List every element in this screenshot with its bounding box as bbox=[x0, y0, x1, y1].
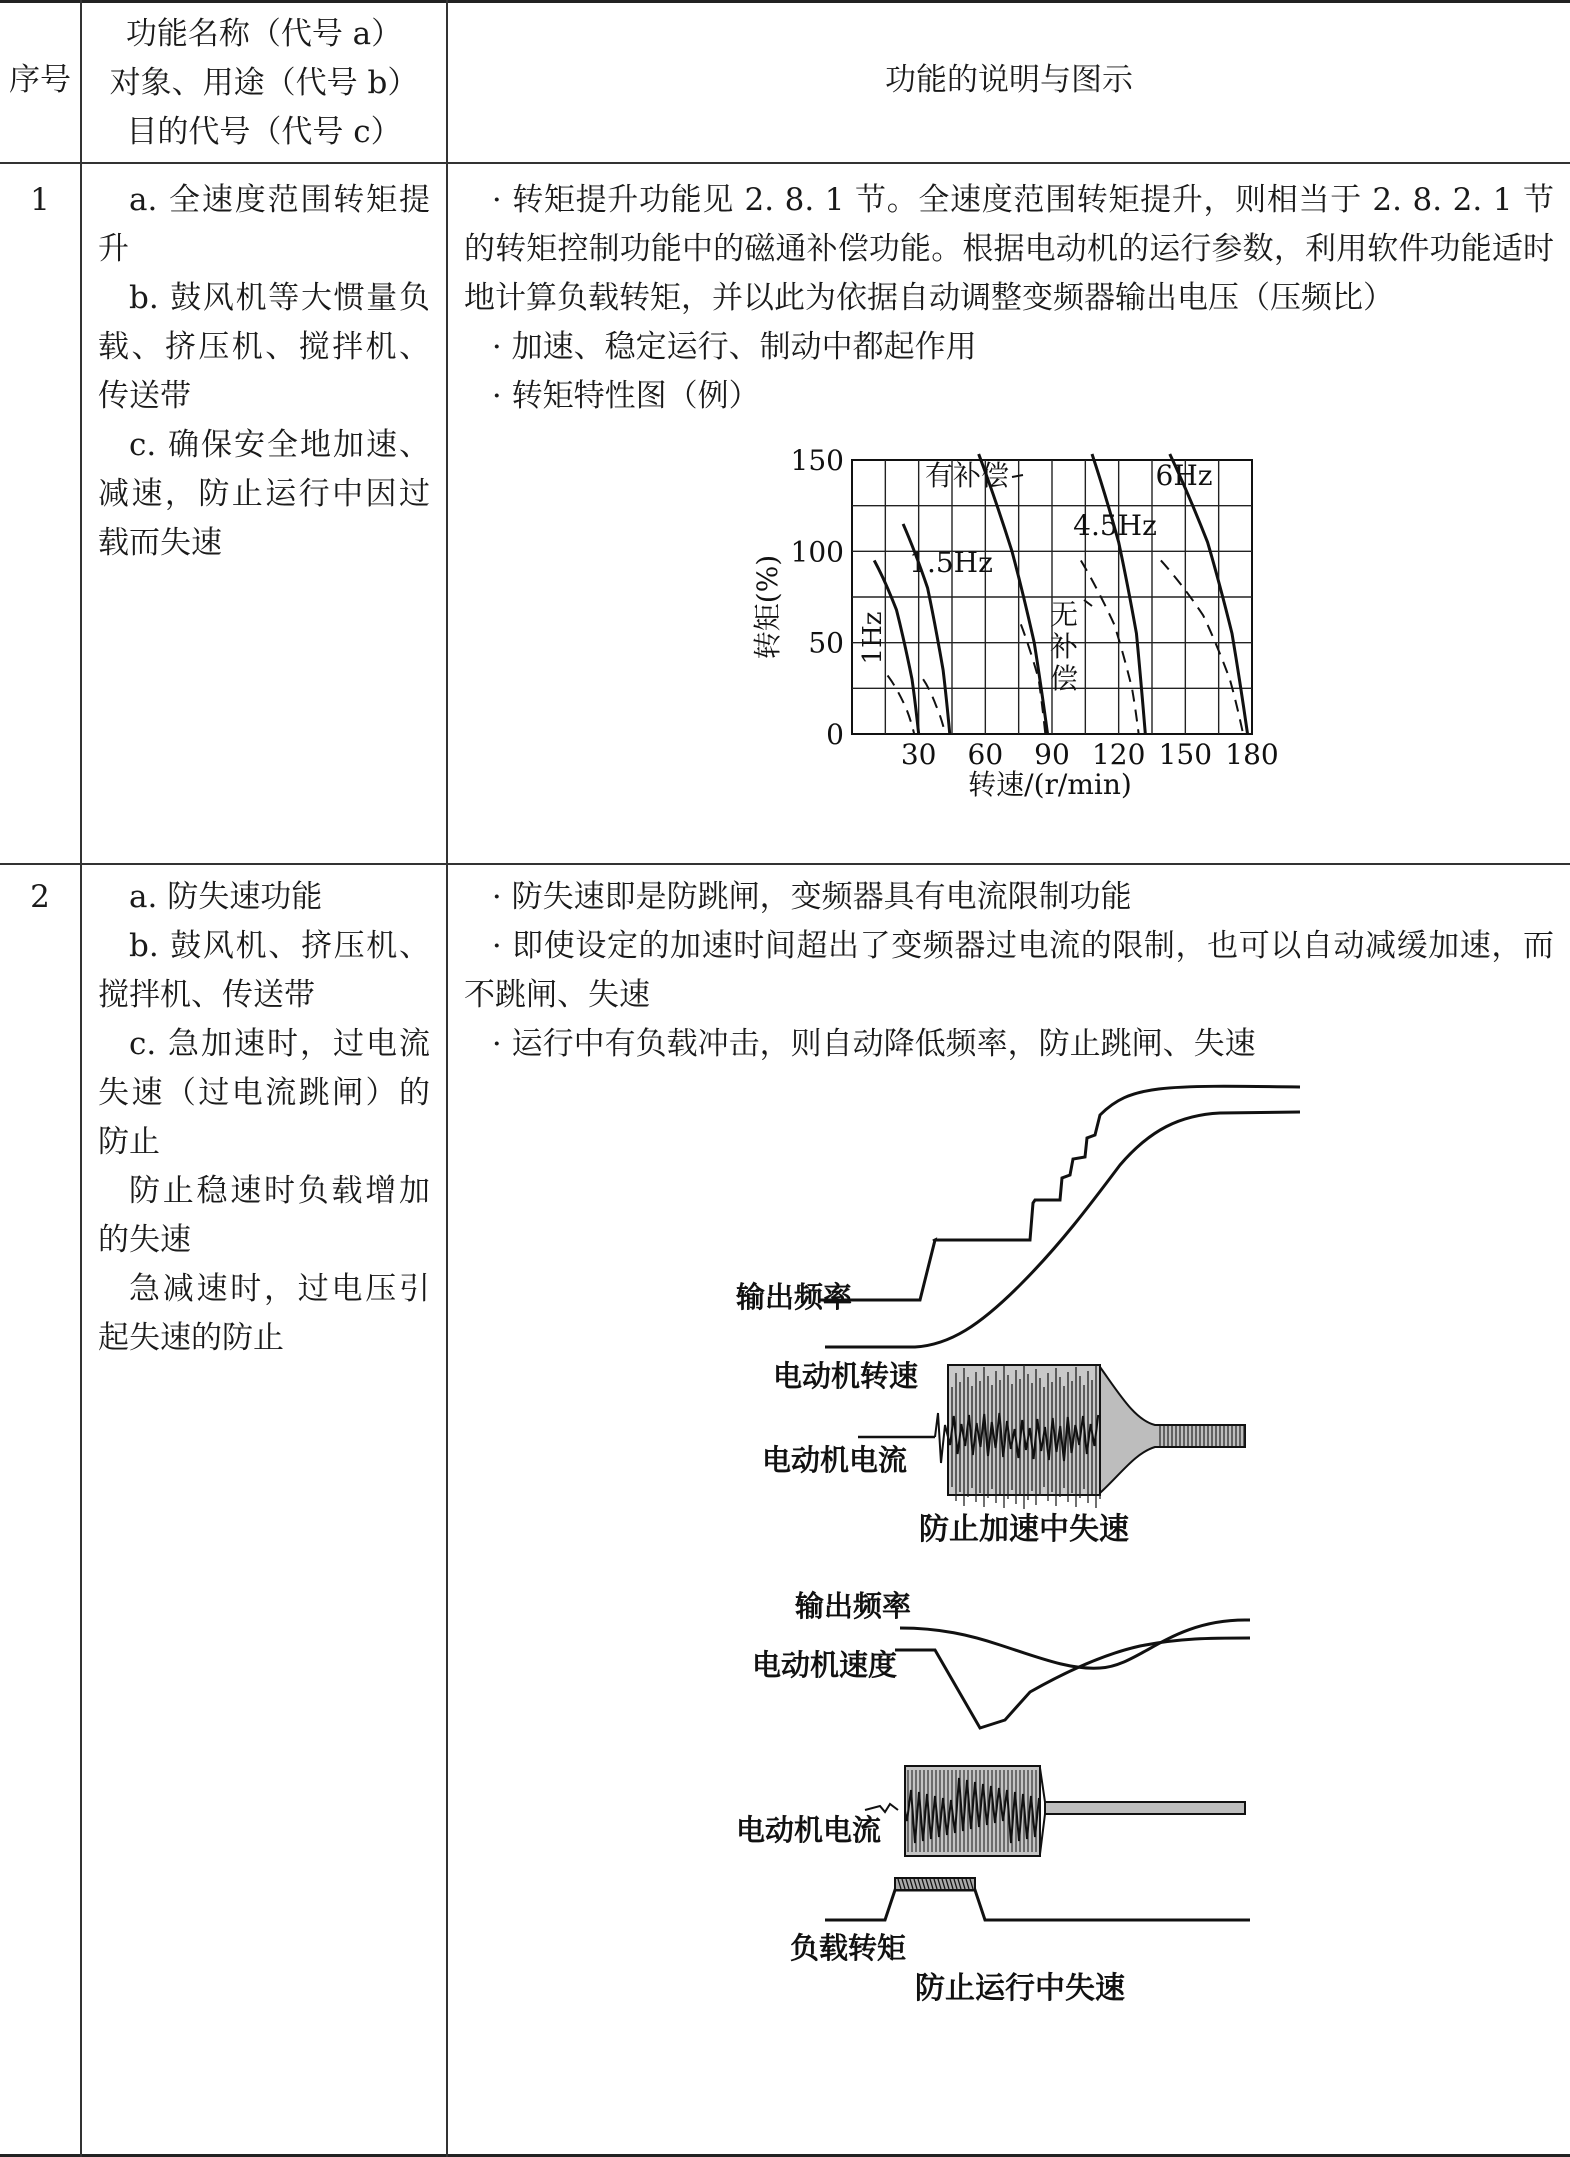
fig1-label-motor-speed: 电动机转速 bbox=[773, 1359, 919, 1393]
row1-function-item: a. 全速度范围转矩提升 bbox=[98, 182, 430, 267]
table-top-border bbox=[0, 0, 1570, 3]
motor-speed-curve bbox=[895, 1638, 1250, 1728]
chart-series-line bbox=[1161, 560, 1243, 734]
row2-function-item: b. 鼓风机、挤压机、搅拌机、传送带 bbox=[98, 928, 430, 1013]
column-divider-1 bbox=[80, 0, 82, 2157]
load-torque-curve bbox=[825, 1890, 1250, 1920]
fig2-label-output-frequency: 输出频率 bbox=[795, 1589, 912, 1623]
running-stall-figure bbox=[736, 1580, 1300, 2020]
header-function-name bbox=[82, 10, 446, 157]
motor-current-steady-band bbox=[1045, 1802, 1245, 1814]
chart-ytick-label: 0 bbox=[826, 718, 844, 751]
chart-annotation-4-5hz: 4.5Hz bbox=[1073, 509, 1157, 542]
chart-xtick-label: 90 bbox=[1034, 738, 1070, 771]
fig2-caption: 防止运行中失速 bbox=[915, 1971, 1125, 2006]
motor-current-start-spike bbox=[935, 1413, 948, 1463]
header-bottom-border bbox=[0, 162, 1570, 164]
row1-function-item: c. 确保安全地加速、减速，防止运行中因过载而失速 bbox=[98, 427, 430, 561]
row1-function-cell bbox=[98, 176, 430, 568]
row2-description-item: · 防失速即是防跳闸，变频器具有电流限制功能 bbox=[491, 879, 1132, 915]
fig1-label-output-frequency: 输出频率 bbox=[736, 1280, 853, 1314]
row1-description-item: · 加速、稳定运行、制动中都起作用 bbox=[491, 329, 977, 365]
chart-annotation-1-5hz: 1.5Hz bbox=[909, 546, 993, 579]
header-description: 功能的说明与图示 bbox=[885, 62, 1133, 98]
chart-series-line bbox=[1081, 560, 1139, 734]
motor-current-left bbox=[865, 1804, 898, 1812]
chart-xtick-label: 120 bbox=[1091, 738, 1146, 771]
chart-ytick-label: 150 bbox=[790, 444, 844, 477]
row2-function-item: a. 防失速功能 bbox=[129, 879, 323, 915]
fig2-label-motor-current: 电动机电流 bbox=[736, 1813, 882, 1847]
chart-series-line bbox=[1170, 454, 1248, 734]
torque-characteristic-chart bbox=[740, 432, 1279, 812]
row2-description-item: · 运行中有负载冲击，则自动降低频率，防止跳闸、失速 bbox=[491, 1026, 1256, 1062]
row1-number: 1 bbox=[30, 182, 50, 218]
chart-xtick-label: 180 bbox=[1225, 738, 1279, 771]
chart-annotation-1hz: 1Hz bbox=[858, 611, 888, 665]
output-frequency-curve bbox=[820, 1086, 1300, 1300]
row2-function-item: c. 急加速时，过电流失速（过电流跳闸）的防止 bbox=[98, 1026, 430, 1160]
chart-xtick-label: 150 bbox=[1158, 738, 1213, 771]
header-serial-number: 序号 bbox=[9, 62, 71, 98]
chart-annotation-leader bbox=[1012, 475, 1023, 477]
row2-function-item: 急减速时，过电压引起失速的防止 bbox=[98, 1271, 430, 1356]
header-function-name-line: 功能名称（代号 a） bbox=[125, 16, 403, 52]
chart-ticks bbox=[791, 444, 1279, 771]
fig2-label-load-torque: 负载转矩 bbox=[790, 1931, 907, 1965]
row2-description-cell bbox=[464, 873, 1554, 1069]
chart-xlabel: 转速/(r/min) bbox=[968, 768, 1132, 801]
row1-function-item: b. 鼓风机等大惯量负载、挤压机、搅拌机、传送带 bbox=[98, 280, 430, 414]
chart-series-line bbox=[923, 679, 945, 734]
column-divider-2 bbox=[446, 0, 448, 2157]
row1-bottom-border bbox=[0, 863, 1570, 865]
row2-number: 2 bbox=[30, 879, 50, 915]
chart-annotation-uncompensated: 无补偿 bbox=[1049, 598, 1079, 695]
row1-description-item: · 转矩提升功能见 2. 8. 1 节。全速度范围转矩提升，则相当于 2. 8. 2. 1 节的转矩控制功能中的磁通补偿功能。根据电动机的运行参数，利用软件功能适时地计算负载转矩，并以此为依据自动调整变频器输出电压（压频比） bbox=[464, 182, 1554, 316]
chart-series-line bbox=[979, 454, 1048, 734]
motor-speed-curve bbox=[825, 1112, 1300, 1347]
chart-xtick-label: 60 bbox=[967, 738, 1004, 771]
chart-annotation-6hz: 6Hz bbox=[1155, 459, 1213, 492]
output-frequency-curve bbox=[900, 1620, 1250, 1668]
row2-description-item: · 即使设定的加速时间超出了变频器过电流的限制，也可以自动减缓加速，而不跳闸、失速 bbox=[464, 928, 1554, 1013]
row2-function-cell bbox=[98, 873, 430, 1363]
fig1-label-motor-current: 电动机电流 bbox=[762, 1443, 908, 1477]
row2-function-item: 防止稳速时负载增加的失速 bbox=[98, 1173, 430, 1258]
chart-xtick-label: 30 bbox=[900, 738, 937, 771]
chart-annotation-compensated: 有补偿 bbox=[924, 459, 1010, 492]
fig2-label-motor-speed: 电动机速度 bbox=[752, 1648, 898, 1682]
chart-ytick-label: 100 bbox=[790, 535, 844, 569]
row1-description-item: · 转矩特性图（例） bbox=[491, 378, 760, 414]
row1-description-cell bbox=[464, 176, 1554, 421]
header-function-name-line: 目的代号（代号 c） bbox=[126, 114, 402, 150]
fig1-caption: 防止加速中失速 bbox=[919, 1512, 1129, 1547]
chart-ytick-label: 50 bbox=[808, 626, 844, 660]
header-function-name-line: 对象、用途（代号 b） bbox=[109, 65, 419, 101]
acceleration-stall-figure bbox=[736, 1075, 1300, 1565]
chart-series-line bbox=[888, 676, 915, 734]
chart-ylabel: 转矩(%) bbox=[751, 554, 784, 660]
